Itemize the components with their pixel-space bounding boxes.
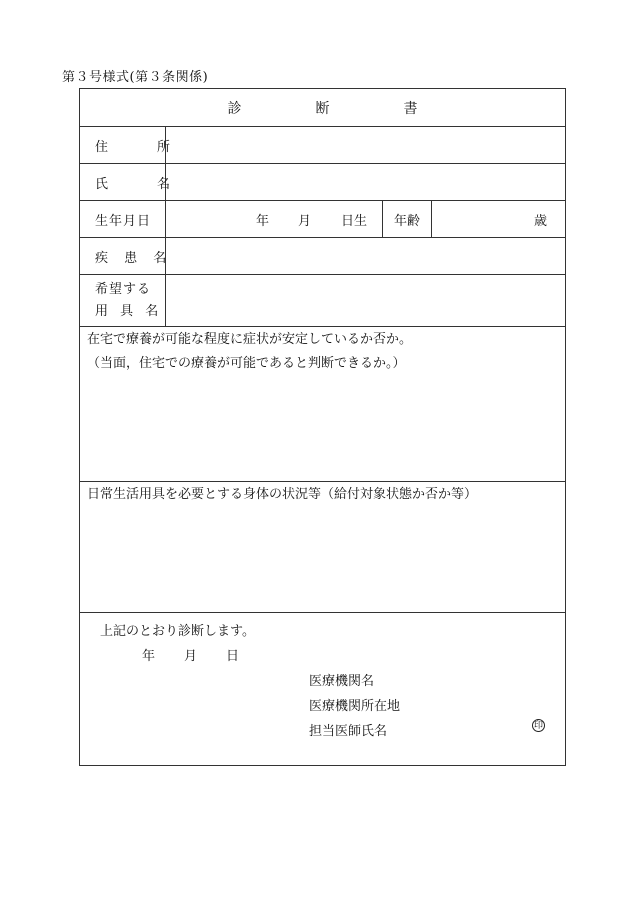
home-care-question: 在宅で療養が可能な程度に症状が安定しているか否か。 (87, 332, 413, 347)
age-field[interactable] (432, 201, 565, 237)
disease-field[interactable] (166, 238, 565, 274)
medical-certificate-form (79, 88, 566, 766)
certification-statement: 上記のとおり診断します。 (100, 624, 255, 639)
name-label: 氏 名 (80, 164, 166, 200)
title-row (80, 89, 565, 127)
dob-month-unit: 月 (298, 213, 312, 229)
age-unit: 歳 (533, 213, 547, 229)
name-field[interactable] (166, 164, 565, 200)
disease-label: 疾 患 名 (80, 238, 166, 274)
dob-year-unit: 年 (256, 213, 270, 229)
dob-row (80, 201, 565, 238)
daily-living-section[interactable] (80, 482, 565, 613)
date-year-unit[interactable]: 年 (142, 649, 156, 664)
seal-icon: 印 (533, 721, 543, 731)
daily-living-question: 日常生活用具を必要とする身体の状況等（給付対象状態か否か等） (87, 487, 478, 502)
disease-row (80, 238, 565, 275)
dob-field[interactable] (166, 201, 383, 237)
form-number: 第３号様式(第３条関係) (62, 70, 209, 85)
address-row (80, 127, 565, 164)
home-care-note: （当面，住宅での療養が可能であると判断できるか。） (87, 356, 406, 371)
home-care-section[interactable] (80, 327, 565, 482)
institution-name-label: 医療機関名 (309, 674, 375, 689)
date-month-unit[interactable]: 月 (184, 649, 198, 664)
address-field[interactable] (166, 127, 565, 163)
equipment-label (80, 275, 166, 326)
equipment-label-line1: 希望する (95, 281, 152, 297)
document-title: 診 断 書 (227, 101, 448, 117)
equipment-row (80, 275, 565, 327)
dob-label: 生年月日 (80, 201, 166, 237)
dob-day-unit: 日生 (341, 213, 368, 229)
address-label: 住 所 (80, 127, 166, 163)
institution-address-label: 医療機関所在地 (309, 699, 401, 714)
age-label: 年齢 (383, 201, 432, 237)
equipment-field[interactable] (166, 275, 565, 326)
equipment-label-line2: 用 具 名 (95, 303, 163, 319)
doctor-name-label: 担当医師氏名 (309, 724, 388, 739)
date-day-unit[interactable]: 日 (226, 649, 240, 664)
name-row (80, 164, 565, 201)
